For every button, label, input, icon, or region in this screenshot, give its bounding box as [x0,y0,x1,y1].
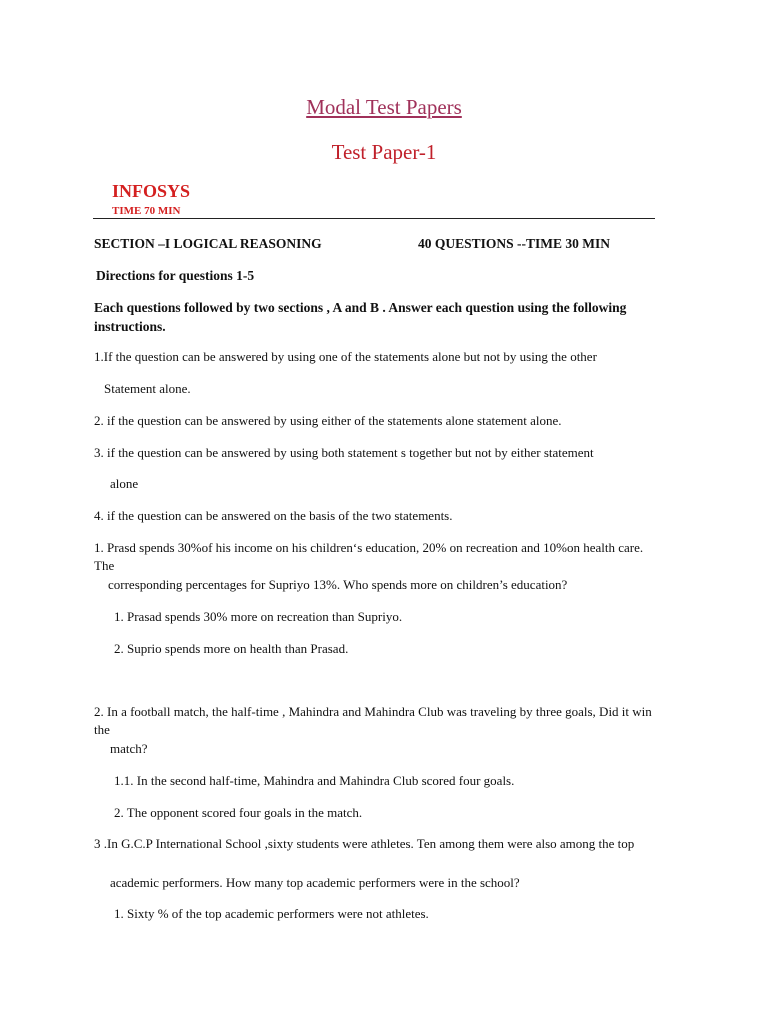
question-statement: 2. The opponent scored four goals in the match. [114,805,363,820]
rule-item: alone [110,476,139,491]
directions-heading: Directions for questions 1-5 [96,268,255,283]
rule-item: 3. if the question can be answered by using both statement s together but not by either statement [94,445,594,460]
company-name: INFOSYS [112,181,191,201]
question-statement: 2. Suprio spends more on health than Prasad. [114,641,349,656]
question-text: 1. Prasd spends 30%of his income on his children‘s education, 20% on recreation and 10%on health care. The [94,540,644,573]
rule-item: Statement alone. [104,381,191,396]
section-summary: 40 QUESTIONS --TIME 30 MIN [418,236,611,251]
question-statement: 1.1. In the second half-time, Mahindra and Mahindra Club scored four goals. [114,773,515,788]
directions-instruction: Each questions followed by two sections , A and B . Answer each question using the following instructions. [94,300,627,334]
rule-item: 4. if the question can be answered on the basis of the two statements. [94,508,453,523]
header-divider [93,218,655,219]
question-text: 3 .In G.C.P International School ,sixty students were athletes. Ten among them were also among the top [94,836,635,851]
section-title: SECTION –I LOGICAL REASONING [94,236,322,251]
rule-item: 2. if the question can be answered by using either of the statements alone statement alone. [94,413,562,428]
question-statement: 1. Sixty % of the top academic performers were not athletes. [114,906,429,921]
question-statement: 1. Prasad spends 30% more on recreation than Supriyo. [114,609,403,624]
rule-item: 1.If the question can be answered by using one of the statements alone but not by using the other [94,349,597,364]
question-continuation: corresponding percentages for Supriyo 13%. Who spends more on children’s education? [108,577,568,592]
question-continuation: academic performers. How many top academic performers were in the school? [110,875,520,890]
document-title: Modal Test Papers [306,95,462,119]
time-limit: TIME 70 MIN [112,205,181,217]
document-subtitle: Test Paper-1 [331,140,437,164]
question-continuation: match? [110,741,148,756]
question-text: 2. In a football match, the half-time , Mahindra and Mahindra Club was traveling by three goals, Did it win the [94,704,652,737]
